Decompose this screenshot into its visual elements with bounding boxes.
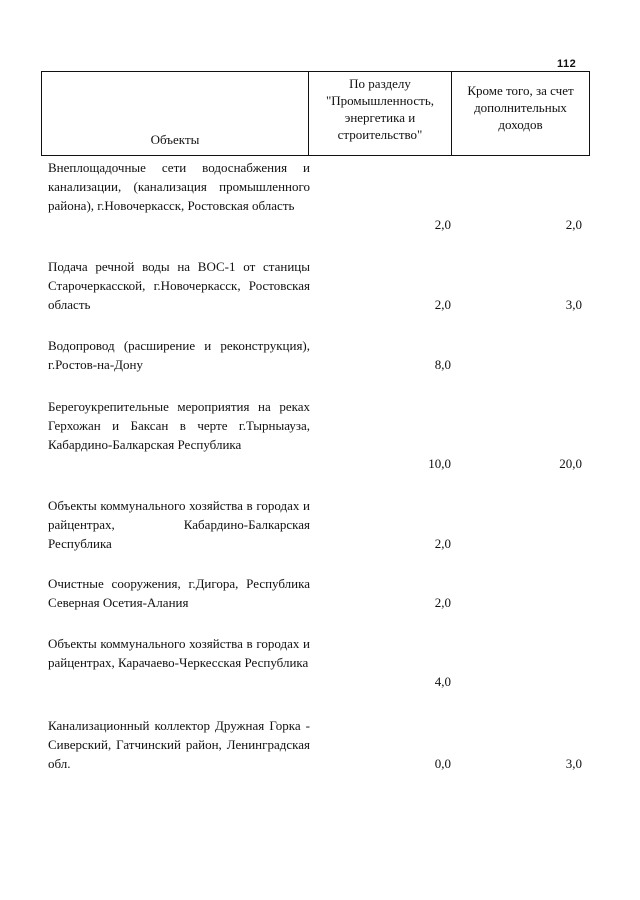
object-description: Объекты коммунального хозяйства в городах и райцентрах, Карачаево-Черкесская Республика xyxy=(48,636,310,670)
section-value: 2,0 xyxy=(434,595,451,610)
object-description: Подача речной воды на ВОС-1 от станицы Старочеркасской, г.Новочеркасск, Ростовская область xyxy=(48,259,310,312)
header-objects-cell xyxy=(42,72,309,155)
extra-value: 3,0 xyxy=(565,297,582,312)
section-value: 10,0 xyxy=(428,456,451,471)
section-value: 2,0 xyxy=(434,217,451,232)
object-description: Очистные сооружения, г.Дигора, Республика Северная Осетия-Алания xyxy=(48,576,310,610)
object-description: Берегоукрепительные мероприятия на реках Герхожан и Баксан в черте г.Тырныауза, Кабардино-Балкарская Республика xyxy=(48,399,310,452)
header-objects-label: Объекты xyxy=(150,132,200,147)
section-value: 2,0 xyxy=(434,297,451,312)
object-description: Канализационный коллектор Дружная Горка - Сиверский, Гатчинский район, Ленинградская обл. xyxy=(48,718,310,771)
extra-value: 3,0 xyxy=(565,756,582,771)
header-section-label: По разделу "Промышленность, энергетика и строительство" xyxy=(309,72,452,155)
extra-value: 20,0 xyxy=(559,456,582,471)
section-value: 8,0 xyxy=(434,357,451,372)
section-value: 2,0 xyxy=(434,536,451,551)
object-description: Внеплощадочные сети водоснабжения и канализации, (канализация промышленного района), г.Новочеркасск, Ростовская область xyxy=(48,160,310,213)
section-value: 4,0 xyxy=(434,674,451,689)
extra-value: 2,0 xyxy=(565,217,582,232)
object-description: Водопровод (расширение и реконструкция), г.Ростов-на-Дону xyxy=(48,338,310,372)
table-header xyxy=(41,71,590,156)
page-number: 112 xyxy=(557,58,577,70)
header-extra-label: Кроме того, за счет дополнительных доходов xyxy=(467,83,574,132)
object-description: Объекты коммунального хозяйства в городах и райцентрах, Кабардино-Балкарская Республика xyxy=(48,498,310,551)
section-value: 0,0 xyxy=(434,756,451,771)
